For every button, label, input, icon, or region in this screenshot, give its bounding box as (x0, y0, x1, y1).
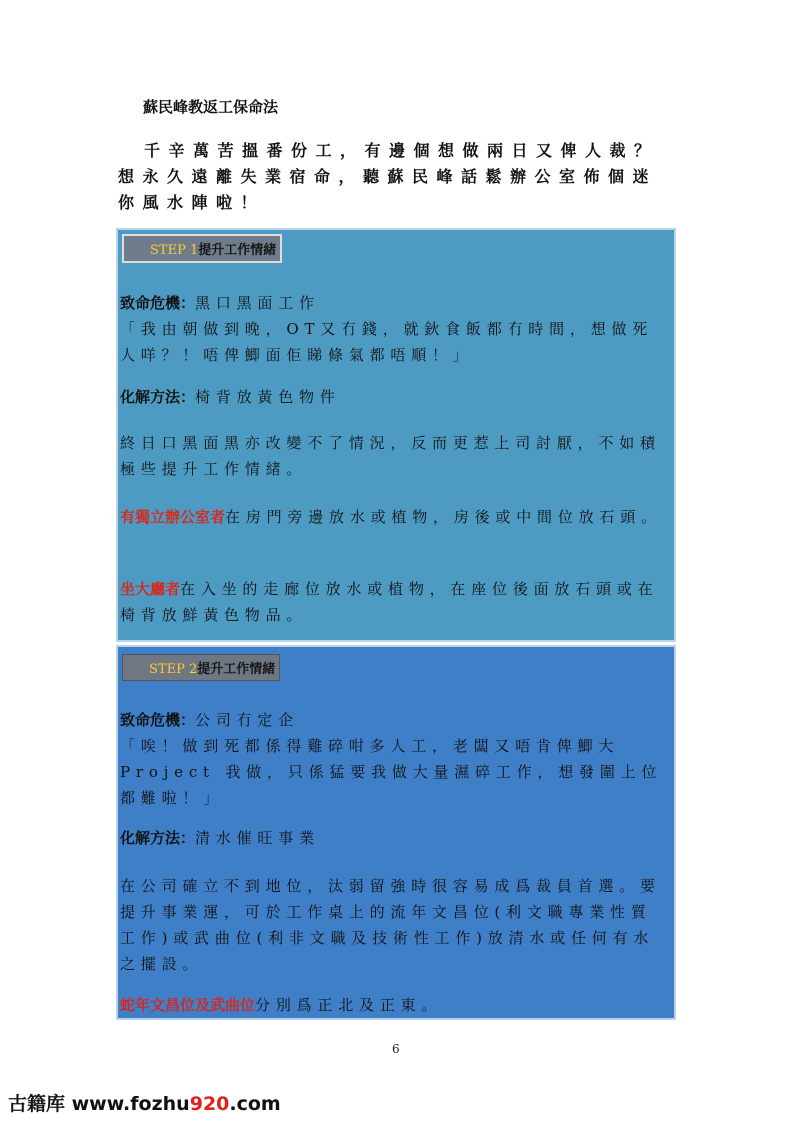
step1-para2 (120, 504, 672, 530)
footer-highlight: 920 (189, 1093, 230, 1115)
step1-para3-text: 在入坐的走廊位放水或植物，在座位後面放石頭或在椅背放鮮黃色物品。 (120, 580, 659, 624)
step2-solution-label: 化解方法： (120, 829, 196, 847)
step1-highlight2: 坐大廳者 (120, 580, 181, 598)
step1-para3 (120, 576, 672, 628)
step1-solution (120, 384, 672, 410)
footer-watermark[interactable] (8, 1089, 281, 1116)
step1-name: 提升工作情緒 (198, 243, 277, 258)
article-title: 蘇民峰教返工保命法 (143, 98, 279, 116)
page-number: 6 (392, 1042, 400, 1056)
footer-prefix: 古籍库 www.fozhu (8, 1093, 190, 1115)
step2-danger-label: 致命危機： (120, 711, 196, 729)
step1-solution-value: 椅背放黃色物件 (195, 388, 341, 406)
step2-highlight1: 蛇年文昌位及武曲位 (120, 996, 256, 1014)
step1-highlight1: 有獨立辦公室者 (120, 508, 226, 526)
step2-para1: 在公司確立不到地位，汰弱留強時很容易成爲裁員首選。要提升事業運，可於工作桌上的流年文昌位(利文職專業性質工作)或武曲位(利非文職及技術性工作)放清水或任何有水之擺設。 (120, 877, 661, 973)
footer-suffix: .com (229, 1093, 281, 1115)
step1-quote: 「我由朝做到晚，OT又冇錢，就鈥食飯都冇時間，想做死人咩？！唔俾鯽面佢睇條氣都唔順！」 (120, 320, 654, 364)
step1-box (116, 228, 676, 642)
step1-para2-text: 在房門旁邊放水或植物，房後或中間位放石頭。 (225, 508, 662, 526)
step2-number: STEP 2 (149, 662, 198, 677)
step1-solution-label: 化解方法： (120, 388, 196, 406)
step1-number: STEP 1 (150, 243, 199, 258)
step2-header (122, 654, 280, 681)
step2-solution (120, 825, 672, 851)
step2-box (116, 645, 676, 1020)
step2-danger-value: 公司冇定企 (195, 711, 300, 729)
step1-danger (120, 290, 672, 316)
step1-danger-label: 致命危機： (120, 294, 196, 312)
step2-quote: 「唉！做到死都係得雞碎咁多人工，老闆又唔肯俾鯽大 Project 我做，只係猛要我做大量濕碎工作，想發圍上位都難啦！」 (120, 737, 663, 807)
step1-para1: 終日口黑面黑亦改變不了情況，反而更惹上司討厭，不如積極些提升工作情緒。 (120, 434, 661, 478)
step2-name: 提升工作情緒 (197, 662, 276, 677)
step2-para2 (120, 992, 672, 1018)
step1-header (122, 234, 282, 263)
step2-danger (120, 707, 672, 733)
step1-danger-value: 黑口黑面工作 (195, 294, 320, 312)
intro-paragraph: 千辛萬苦搵番份工，有邊個想做兩日又俾人裁？想永久遠離失業宿命，聽蘇民峰話鬆辦公室佈個迷你風水陣啦！ (118, 141, 659, 212)
step2-solution-value: 清水催旺事業 (195, 829, 320, 847)
step2-para2-text: 分別爲正北及正東。 (255, 996, 443, 1014)
